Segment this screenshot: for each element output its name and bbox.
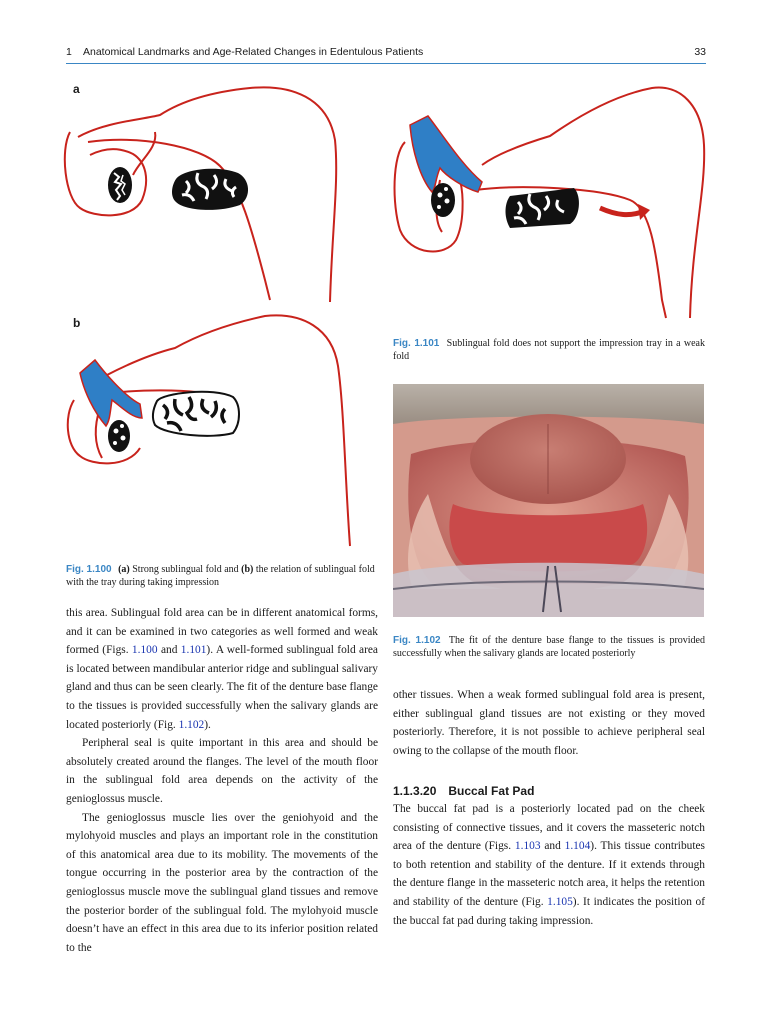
text-run: ). A well-formed sublingual fold area is located between mandibular anterior ridge and sublingual salivary gland and thus can be seen clearly. The fit of the denture base flange to the tissues is provided successfully when the salivary glands are located posteriorly (Fig. (66, 644, 378, 731)
paragraph (393, 800, 705, 930)
text-run: ). This tissue contributes to both retention and stability of the denture. If it extends through the denture flange in the masseteric notch area, it helps the retention and stability of the denture (Fig. (393, 840, 705, 908)
mylohyoid-mass (153, 392, 239, 436)
sublingual-gland (431, 183, 455, 217)
figure-1-101-label: Fig. 1.101 (393, 338, 440, 349)
figure-link-1-105[interactable]: 1.105 (547, 895, 573, 908)
figure-1-100b-drawing (60, 308, 360, 548)
figure-link-1-101[interactable]: 1.101 (180, 644, 207, 657)
figure-1-101-drawing (390, 80, 710, 320)
figure-link-1-103[interactable]: 1.103 (514, 840, 541, 853)
paragraph (66, 604, 378, 734)
running-title: Anatomical Landmarks and Age-Related Changes in Edentulous Patients (83, 46, 424, 58)
sublingual-gland (108, 420, 130, 452)
figure-1-101-caption-text: Sublingual fold does not support the impression tray in a weak fold (393, 338, 705, 362)
figure-1-102-caption (393, 634, 705, 660)
figure-link-1-100[interactable]: 1.100 (131, 644, 158, 657)
caption-part-b: (b) (241, 564, 254, 575)
figure-link-1-102[interactable]: 1.102 (178, 718, 205, 731)
paragraph: Peripheral seal is quite important in this area and should be absolutely created around the flanges. The level of the mouth floor in the sublingual fold area depends on the activity of the genioglossus muscle. (66, 737, 378, 805)
left-column-text (66, 604, 378, 957)
paragraph: The genioglossus muscle lies over the geniohyoid and the mylohyoid muscles and plays an important role in the constitution of this anatomical area due to its mobility. The movements of the tongue occurring in the posterior area by the contraction of the genioglossus muscle move the sublingual gland tissues and remove the posterior border of the sublingual fold. The mylohyoid muscle doesn’t have an effect in this area due to its inferior position related to the (66, 811, 378, 954)
paragraph: other tissues. When a weak formed sublingual fold area is present, either sublingual gland tissues are not existing or they moved posteriorly. Therefore, it is not possible to achieve peripheral seal owing to the collapse of the mouth floor. (393, 689, 705, 757)
figure-1-101-caption (393, 337, 705, 363)
impression-tray (80, 360, 142, 426)
mylohyoid-mass (506, 188, 579, 228)
figure-1-102-label: Fig. 1.102 (393, 635, 441, 646)
right-column-text-top (393, 686, 705, 760)
figure-1-100a-drawing (60, 80, 360, 305)
panel-label-b: b (73, 316, 81, 330)
text-run: and (157, 644, 181, 657)
running-header (66, 45, 706, 64)
section-title: Buccal Fat Pad (448, 784, 535, 798)
text-run: and (540, 840, 565, 853)
figure-1-102-caption-text: The fit of the denture base flange to the tissues is provided successfully when the salivary glands are located posteriorly (393, 635, 705, 659)
section-heading (393, 784, 534, 798)
text-run: this area. Sublingual fold area can be in different anatomical forms, and it can be examined in two categories as well formed and weak formed (Figs. (66, 607, 378, 657)
figure-1-100-caption (66, 563, 378, 589)
right-column-text-bottom (393, 800, 705, 930)
impression-tray (410, 116, 482, 192)
section-number: 1.1.3.20 (393, 784, 437, 798)
page-number: 33 (694, 46, 706, 58)
text-run: The buccal fat pad is a posteriorly located pad on the cheek consisting of connective tissues, and it covers the masseteric notch area of the denture (Figs. (393, 803, 705, 853)
direction-arrow (600, 208, 642, 215)
mylohyoid-mass (172, 169, 248, 210)
figure-1-100-label: Fig. 1.100 (66, 564, 112, 575)
text-run: ). (204, 718, 211, 731)
sublingual-gland (108, 167, 132, 203)
panel-label-a: a (73, 82, 80, 96)
chapter-number: 1 (66, 46, 72, 58)
figure-link-1-104[interactable]: 1.104 (564, 840, 591, 853)
tongue-outline (88, 140, 270, 300)
figure-1-102-photo (393, 384, 704, 617)
text-run: ). It indicates the position of the buccal fat pad during taking impression. (393, 895, 705, 927)
caption-text-2: the relation of sublingual fold with the tray during taking impression (66, 564, 375, 588)
caption-text-1: Strong sublingual fold and (129, 564, 242, 575)
caption-part-a: (a) (118, 564, 130, 575)
